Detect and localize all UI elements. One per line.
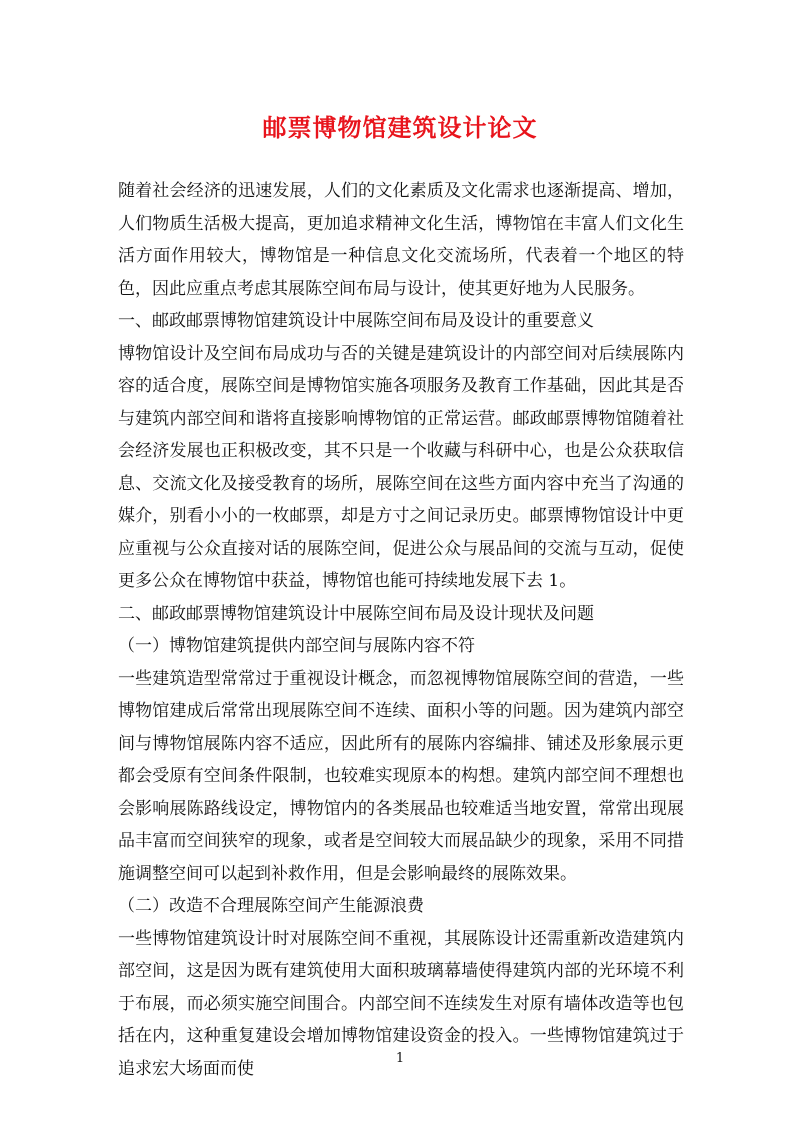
page-number: 1 [395, 1051, 405, 1066]
section-heading-2: 二、邮政邮票博物馆建筑设计中展陈空间布局及设计现状及问题 [118, 603, 594, 624]
subsection-heading-2: （二）改造不合理展陈空间产生能源浪费 [118, 896, 424, 916]
subsection-heading-1: （一）博物馆建筑提供内部空间与展陈内容不符 [118, 636, 475, 656]
document-title: 邮票博物馆建筑设计论文 [262, 113, 538, 142]
subsection-1-paragraph: 一些建筑造型常常过于重视设计概念，而忽视博物馆展陈空间的营造，一些博物馆建成后常常出现展陈空间不连续、面积小等的问题。因为建筑内部空间与博物馆展陈内容不适应，因此所有的展陈内容编排、铺述及形象展示更都会受原有空间条件限制，也较难实现原本的构想。建筑内部空间不理想也会影响展陈路线设定，博物馆内的各类展品也较难适当地安置，常常出现展品丰富而空间狭窄的现象，或者是空间较大而展品缺少的现象，采用不同措施调整空间可以起到补救作用，但是会影响最终的展陈效果。 [118, 668, 684, 884]
subsection-2-paragraph: 一些博物馆建筑设计时对展陈空间不重视，其展陈设计还需重新改造建筑内部空间，这是因为既有建筑使用大面积玻璃幕墙使得建筑内部的光环境不利于布展，而必须实施空间围合。内部空间不连续发生对原有墙体改造等也包括在内，这种重复建设会增加博物馆建设资金的投入。一些博物馆建筑过于追求宏大场面而使 [118, 928, 684, 1079]
section-1-paragraph: 博物馆设计及空间布局成功与否的关键是建筑设计的内部空间对后续展陈内容的适合度，展陈空间是博物馆实施各项服务及教育工作基础，因此其是否与建筑内部空间和谐将直接影响博物馆的正常运营。邮政邮票博物馆随着社会经济发展也正积极改变，其不只是一个收藏与科研中心，也是公众获取信息、交流文化及接受教育的场所，展陈空间在这些方面内容中充当了沟通的媒介，别看小小的一枚邮票，却是方寸之间记录历史。邮票博物馆设计中更应重视与公众直接对话的展陈空间，促进公众与展品间的交流与互动，促使更多公众在博物馆中获益，博物馆也能可持续地发展下去 1。 [118, 343, 684, 591]
intro-paragraph: 随着社会经济的迅速发展，人们的文化素质及文化需求也逐渐提高、增加，人们物质生活极大提高，更加追求精神文化生活，博物馆在丰富人们文化生活方面作用较大，博物馆是一种信息文化交流场所，代表着一个地区的特色，因此应重点考虑其展陈空间布局与设计，使其更好地为人民服务。 [118, 181, 684, 299]
section-heading-1: 一、邮政邮票博物馆建筑设计中展陈空间布局及设计的重要意义 [118, 311, 594, 331]
document-body [118, 175, 684, 1085]
